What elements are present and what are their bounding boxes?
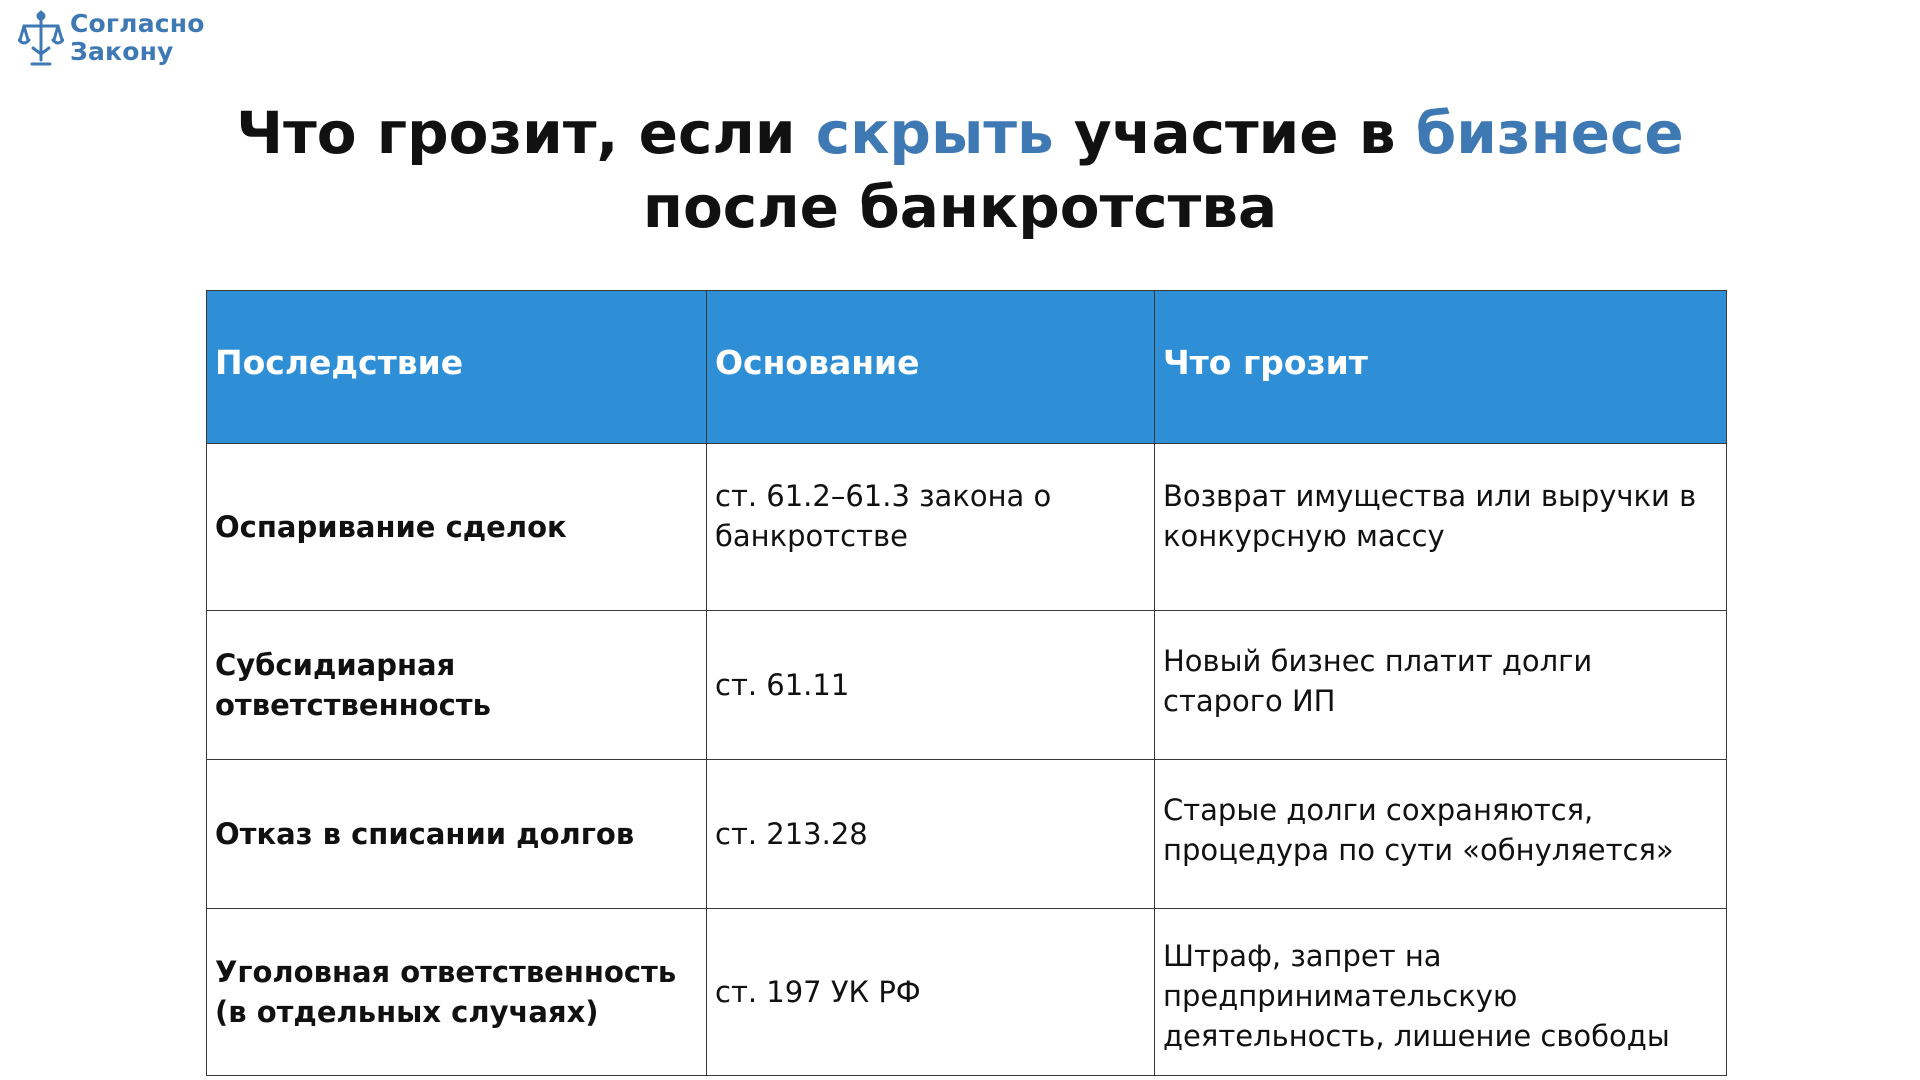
logo-line-2: Закону — [70, 37, 174, 66]
title-accent-1: скрыть — [815, 99, 1054, 167]
cell-threat — [1155, 611, 1727, 760]
logo — [18, 8, 205, 68]
cell-effect — [207, 444, 707, 611]
title-part-2: участие в — [1053, 99, 1416, 167]
cell-threat-text: Штраф, запрет на предпринимательскую деятельность, лишение свободы — [1163, 939, 1670, 1053]
cell-effect-text: Уголовная ответственность (в отдельных случаях) — [215, 955, 677, 1029]
consequences-table — [206, 290, 1727, 1076]
cell-threat-text: Новый бизнес платит долги старого ИП — [1163, 644, 1593, 718]
title-line-1 — [0, 96, 1920, 170]
cell-effect — [207, 760, 707, 909]
cell-effect — [207, 909, 707, 1076]
table-row — [207, 760, 1727, 909]
header-effect: Последствие — [207, 291, 707, 444]
title-accent-2: бизнесе — [1415, 99, 1684, 167]
table-header-row — [207, 291, 1727, 444]
cell-threat-text: Старые долги сохраняются, процедура по сути «обнуляется» — [1163, 793, 1674, 867]
table-header — [207, 291, 1727, 444]
cell-basis-text: ст. 61.2–61.3 закона о банкротстве — [715, 479, 1052, 553]
title-line-2: после банкротства — [642, 173, 1278, 241]
table-body — [207, 444, 1727, 1076]
logo-line-1: Согласно — [70, 9, 205, 38]
table-row — [207, 909, 1727, 1076]
cell-effect — [207, 611, 707, 760]
table-row — [207, 611, 1727, 760]
cell-basis — [707, 760, 1155, 909]
cell-threat — [1155, 760, 1727, 909]
cell-basis-text: ст. 197 УК РФ — [715, 975, 921, 1009]
cell-basis-text: ст. 213.28 — [715, 817, 868, 851]
title-part-1: Что грозит, если — [236, 99, 816, 167]
cell-basis — [707, 444, 1155, 611]
page-title — [0, 96, 1920, 244]
header-basis: Основание — [707, 291, 1155, 444]
cell-threat-text: Возврат имущества или выручки в конкурсную массу — [1163, 479, 1697, 553]
cell-basis-text: ст. 61.11 — [715, 668, 850, 702]
cell-threat — [1155, 909, 1727, 1076]
header-threat: Что грозит — [1155, 291, 1727, 444]
cell-threat — [1155, 444, 1727, 611]
table-row — [207, 444, 1727, 611]
scales-of-justice-icon — [18, 8, 64, 68]
cell-basis — [707, 909, 1155, 1076]
logo-text — [70, 10, 205, 66]
cell-basis — [707, 611, 1155, 760]
cell-effect-text: Субсидиарная ответственность — [215, 648, 491, 722]
cell-effect-text: Оспаривание сделок — [215, 510, 567, 544]
cell-effect-text: Отказ в списании долгов — [215, 817, 635, 851]
